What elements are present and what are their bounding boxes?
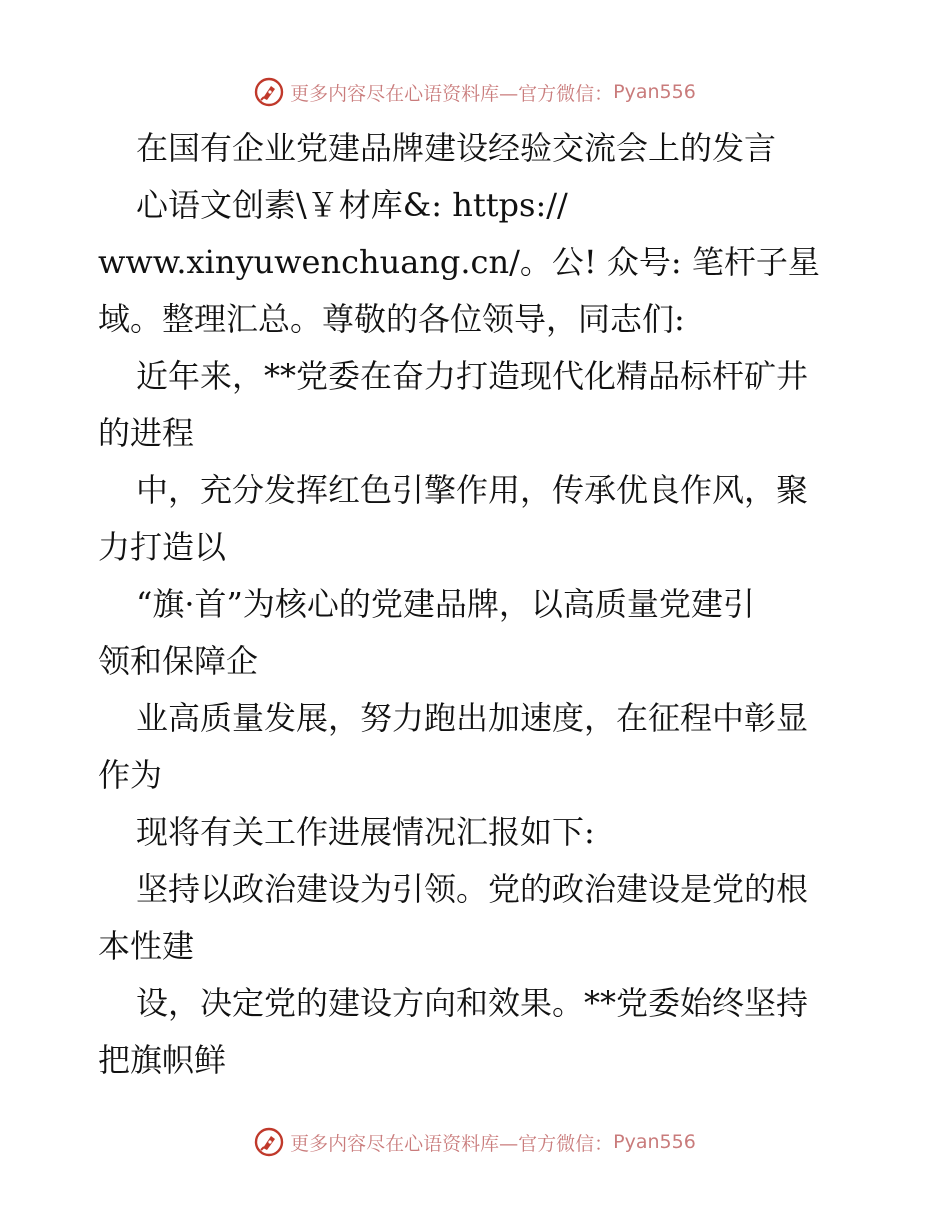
text-line: 业高质量发展，努力跑出加速度，在征程中彰显 (136, 699, 809, 737)
text-line: 近年来，**党委在奋力打造现代化精品标杆矿井 (136, 357, 809, 395)
text-line: 领和保障企 (98, 642, 259, 680)
pen-nib-circle-icon (254, 1127, 284, 1157)
text-line: 域。整理汇总。尊敬的各位领导，同志们: (98, 300, 685, 338)
text-line: 作为 (98, 756, 163, 794)
text-line: www.xinyuwenchuang.cn/。公! 众号: 笔杆子星 (98, 243, 820, 281)
banner-text: 更多内容尽在心语资料库—官方微信： (290, 1132, 614, 1155)
text-line: 坚持以政治建设为引领。党的政治建设是党的根 (136, 870, 809, 908)
pen-nib-circle-icon (254, 77, 284, 107)
banner-wechat-id: Pyan556 (613, 1131, 696, 1153)
text-line: 的进程 (98, 414, 195, 452)
text-line: 现将有关工作进展情况汇报如下: (136, 813, 595, 851)
header-watermark-banner (0, 72, 950, 112)
document-title: 在国有企业党建品牌建设经验交流会上的发言 (136, 129, 777, 167)
banner-text: 更多内容尽在心语资料库—官方微信： (290, 82, 614, 105)
text-line: 力打造以 (98, 528, 227, 566)
footer-watermark-banner (0, 1122, 950, 1162)
text-line: 把旗帜鲜 (98, 1041, 227, 1079)
text-line: “旗·首”为核心的党建品牌，以高质量党建引 (136, 585, 755, 623)
text-line: 心语文创素\￥材库&: https:// (136, 186, 568, 224)
text-line: 中，充分发挥红色引擎作用，传承优良作风，聚 (136, 471, 809, 509)
text-line: 设，决定党的建设方向和效果。**党委始终坚持 (136, 984, 809, 1022)
banner-wechat-id: Pyan556 (613, 81, 696, 103)
text-line: 本性建 (98, 927, 195, 965)
